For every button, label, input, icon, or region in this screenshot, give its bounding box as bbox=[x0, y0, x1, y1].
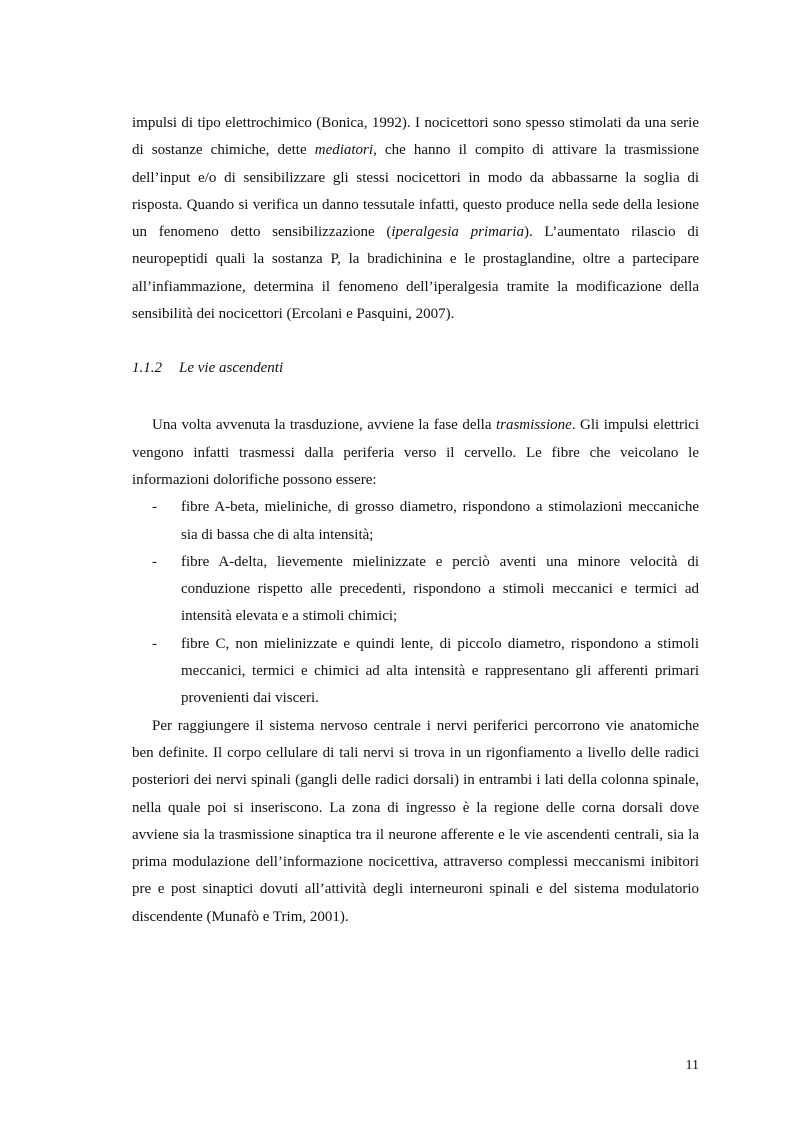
paragraph-pathways: Per raggiungere il sistema nervoso centrale i nervi periferici percorrono vie anatomiche ben definite. Il corpo cellulare di tali nervi si trova in un rigonfiamento a livello delle radici posteriori dei nervi spinali (gangli delle radici dorsali) in entrambi i lati della colonna spinale, nella quale poi si inseriscono. La zona di ingresso è la regione delle corna dorsali dove avviene sia la trasmissione sinaptica tra il neurone afferente e le vie ascendenti centrali, sia la prima modulazione dell’informazione nocicettiva, attraverso complessi meccanismi inibitori pre e post sinaptici dovuti all’attività degli interneuroni spinali e del sistema modulatorio discendente (Munafò e Trim, 2001). bbox=[132, 717, 699, 925]
list-bullet: - bbox=[152, 553, 157, 570]
section-heading bbox=[132, 355, 699, 382]
list-bullet: - bbox=[152, 635, 157, 652]
fiber-list bbox=[132, 494, 699, 712]
page-body bbox=[132, 110, 699, 931]
list-item: - fibre C, non mielinizzate e quindi lente, di piccolo diametro, rispondono a stimoli meccanici, termici e chimici ad alta intensità e rappresentano gli afferenti primari provenienti dai visceri. bbox=[132, 631, 699, 713]
list-bullet: - bbox=[152, 499, 157, 516]
list-item: - fibre A-delta, lievemente mielinizzate e perciò aventi una minore velocità di conduzione rispetto alle precedenti, rispondono a stimoli meccanici e termici ad intensità elevata e a stimoli chimici; bbox=[132, 549, 699, 631]
section-title: Le vie ascendenti bbox=[179, 360, 284, 377]
page-number: 11 bbox=[685, 1058, 699, 1073]
list-item: - fibre A-beta, mieliniche, di grosso diametro, rispondono a stimolazioni meccaniche sia di bassa che di alta intensità; bbox=[132, 494, 699, 549]
section-number: 1.1.2 bbox=[132, 360, 162, 377]
paragraph-nociceptors: impulsi di tipo elettrochimico (Bonica, 1992). I nocicettori sono spesso stimolati da una serie di sostanze chimiche, dette mediatori, che hanno il compito di attivare la trasmissione dell’input e/o di sensibilizzare gli stessi nocicettori in modo da abbassarne la soglia di risposta. Quando si verifica un danno tessutale infatti, questo produce nella sede della lesione un fenomeno detto sensibilizzazione (iperalgesia primaria). L’aumentato rilascio di neuropeptidi quali la sostanza P, la bradichinina e le prostaglandine, oltre a partecipare all’infiammazione, determina il fenomeno dell’iperalgesia tramite la modificazione della sensibilità dei nocicettori (Ercolani e Pasquini, 2007). bbox=[132, 115, 699, 323]
paragraph-transmission: Una volta avvenuta la trasduzione, avviene la fase della trasmissione. Gli impulsi elettrici vengono infatti trasmessi dalla periferia verso il cervello. Le fibre che veicolano le informazioni dolorifiche possono essere: bbox=[132, 417, 699, 488]
